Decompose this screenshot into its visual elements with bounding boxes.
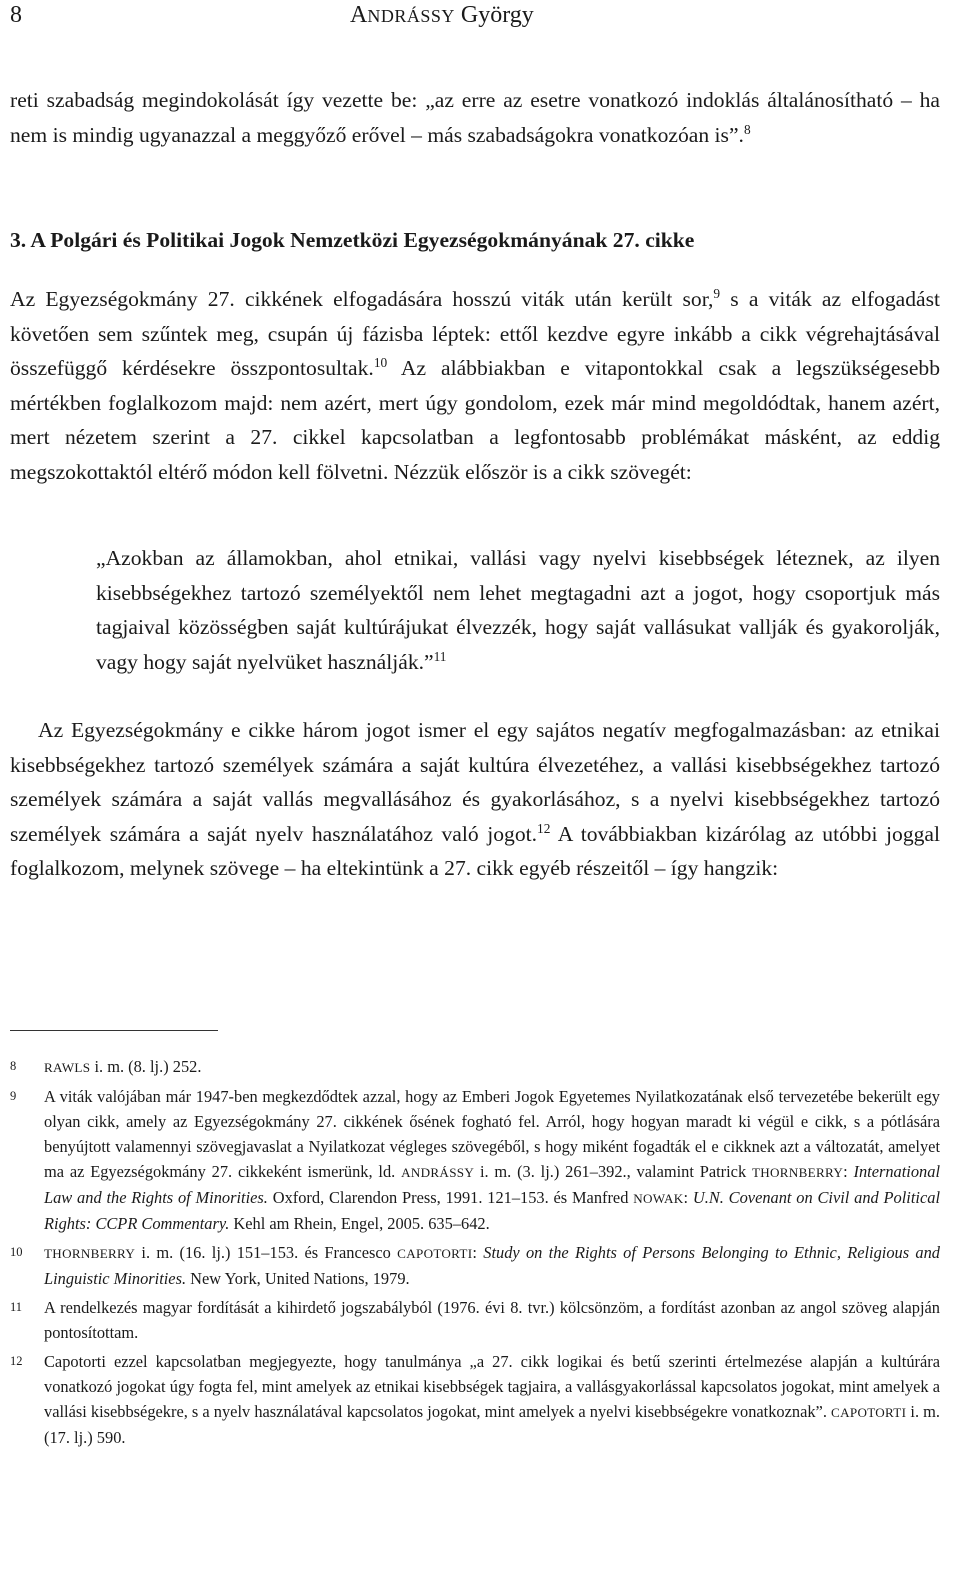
footnote-text: Capotorti ezzel kapcsolatban megjegyezte, hogy tanulmánya „a 27. cikk logikai és betű szerinti értelmezése alapján a kultúrára vonatkozó jogokat úgy fogta fel, mint amelyek az etnikai kisebbségek tagjaira, a vallásgyakorlással kapcsolatos jogokat, mint amelyek a vallási kisebbségekre, s a nyelv használatával kapcsolatos jogokat, mint amelyek a nyelvi kisebbségekre vonatkoznak”.: [44, 1352, 940, 1421]
footnote-ref-11[interactable]: 11: [433, 648, 447, 664]
footnote-number: 9: [10, 1089, 17, 1103]
author-initial: A: [350, 2, 368, 28]
block-quote: [96, 541, 940, 679]
running-head-author: [350, 2, 534, 29]
footnote-text: i. m. (16. lj.) 151–153. és Francesco: [135, 1243, 398, 1262]
footnote-number: 8: [10, 1059, 17, 1073]
footnote-9: [10, 1084, 940, 1236]
paragraph-text-part: s a viták az elfogadást követően sem szűntek meg, csupán új fázisba léptek: ettől kezdve egyre inkább a cikk végrehajtásával összefüggő kérdésekre összpontosultak.: [10, 287, 940, 380]
footnote-12: [10, 1349, 940, 1450]
author-name: THORNBERRY: [751, 1165, 844, 1180]
footnote-number: 10: [10, 1245, 23, 1259]
work-title: Study on the Rights of Persons Belonging to Ethnic, Religious and Linguistic Minorities.: [44, 1243, 941, 1288]
page-number: 8: [10, 2, 22, 28]
paragraph-three-rights: [10, 713, 940, 886]
footnote-8: [10, 1054, 940, 1080]
footnote-ref-9[interactable]: 9: [713, 285, 721, 301]
footnote-text: i. m. (3. lj.) 261–392., valamint Patrick: [474, 1162, 752, 1181]
paragraph-intro-text: reti szabadság megindokolását így vezette be: „az erre az esetre vonatkozó indoklás általánosítható – ha nem is mindig ugyanazzal a meggyőző erővel – más szabadságokra vonatkozóan is”.: [10, 88, 940, 147]
footnote-text: A rendelkezés magyar fordítását a kihirdető jogszabályból (1976. évi 8. tvr.) kölcsönzöm, a fordítást azonban az angol szöveg alapján pontosítottam.: [44, 1298, 940, 1342]
footnote-text: New York, United Nations, 1979.: [186, 1269, 410, 1288]
footnote-text: :: [472, 1243, 484, 1262]
footnote-text: i. m. (17. lj.) 590.: [44, 1402, 941, 1447]
footnote-11: [10, 1295, 940, 1345]
author-name: ANDRÁSSY: [401, 1165, 475, 1180]
footnote-number: 11: [10, 1300, 23, 1314]
section-heading: 3. A Polgári és Politikai Jogok Nemzetközi Egyezségokmányának 27. cikke: [10, 228, 695, 252]
work-title: U.N. Covenant on Civil and Political Rights: CCPR Commentary.: [44, 1188, 940, 1233]
footnote-text: Oxford, Clarendon Press, 1991. 121–153. és Manfred: [267, 1188, 634, 1207]
author-name: RAWLS: [44, 1060, 91, 1075]
paragraph-article-27: [10, 282, 940, 489]
paragraph-text-part: Az alábbiakban e vitapontokkal csak a legszükségesebb mértékben foglalkozom majd: nem azért, mert úgy gondolom, ezek már mind megoldódtak, hanem azért, mert nézetem szerint a 27. cikkel kapcsolatban a legfontosabb problémákat másként, az eddig megszokottaktól eltérő módon kell fölvetni. Nézzük először is a cikk szövegét:: [10, 356, 940, 484]
footnote-text: i. m. (8. lj.) 252.: [90, 1057, 202, 1076]
footnote-10: [10, 1240, 940, 1291]
footnote-text: :: [683, 1188, 693, 1207]
paragraph-text-part: A továbbiakban kizárólag az utóbbi joggal foglalkozom, melynek szövege – ha eltekintünk a 27. cikk egyéb részeitől – így hangzik:: [10, 821, 941, 880]
footnote-number: 12: [10, 1354, 23, 1368]
document-page: [10, 0, 941, 1447]
paragraph-text-part: Az Egyezségokmány e cikke három jogot ismer el egy sajátos negatív megfogalmazásban: az etnikai kisebbségekhez tartozó személyek számára a saját kultúra élvezetéhez, a vallási kisebbségekhez tartozó személyek számára a saját vallás megvallásához és gyakorlásához, s a nyelvi kisebbségekhez tartozó személyek számára a saját nyelv használatához való jogot.: [10, 718, 940, 846]
paragraph-intro: [10, 83, 940, 152]
author-name: CAPOTORTI: [831, 1405, 907, 1420]
footnote-separator: [10, 1030, 218, 1031]
author-name: NOWAK: [633, 1191, 684, 1206]
running-header: [10, 0, 940, 48]
author-name: THORNBERRY: [44, 1246, 136, 1261]
footnotes: [10, 1054, 940, 1454]
footnote-text: :: [843, 1162, 854, 1181]
work-title: International Law and the Rights of Minorities.: [44, 1162, 940, 1207]
author-name: CAPOTORTI: [397, 1246, 473, 1261]
footnote-text: A viták valójában már 1947-ben megkezdődtek azzal, hogy az Emberi Jogok Egyetemes Nyilatkozatának első tervezetébe bekerült egy olyan cikk, amely az Egyezségokmány 27. cikkének ősének fogható fel. Arról, hogy hogyan maradt ki végül e cikk, s a pótlására benyújtott valamennyi szövegjavaslat a Nyilatkozat végleges szövegéből, s hogy miként fogadták el e cikknek azt a változatát, amelyet ma az Egyezségokmány 27. cikkeként ismerünk, ld.: [44, 1087, 940, 1181]
quote-text: „Azokban az államokban, ahol etnikai, vallási vagy nyelvi kisebbségek léteznek, az ilyen kisebbségekhez tartozó személyektől nem lehet megtagadni azt a jogot, hogy csoportjuk más tagjaival közösségben saját kultúrájukat élvezzék, hogy saját vallásukat vallják és gyakorolják, vagy hogy saját nyelvüket használják.”: [96, 546, 940, 674]
paragraph-text-part: Az Egyezségokmány 27. cikkének elfogadására hosszú viták után került sor,: [10, 287, 714, 311]
footnote-ref-10[interactable]: 10: [373, 354, 388, 370]
footnote-ref-8[interactable]: 8: [743, 121, 751, 137]
author-surname-rest: NDRÁSSY: [367, 6, 455, 26]
footnote-ref-12[interactable]: 12: [537, 820, 551, 836]
footnote-text: Kehl am Rhein, Engel, 2005. 635–642.: [229, 1214, 490, 1233]
author-given-name: György: [460, 2, 534, 28]
